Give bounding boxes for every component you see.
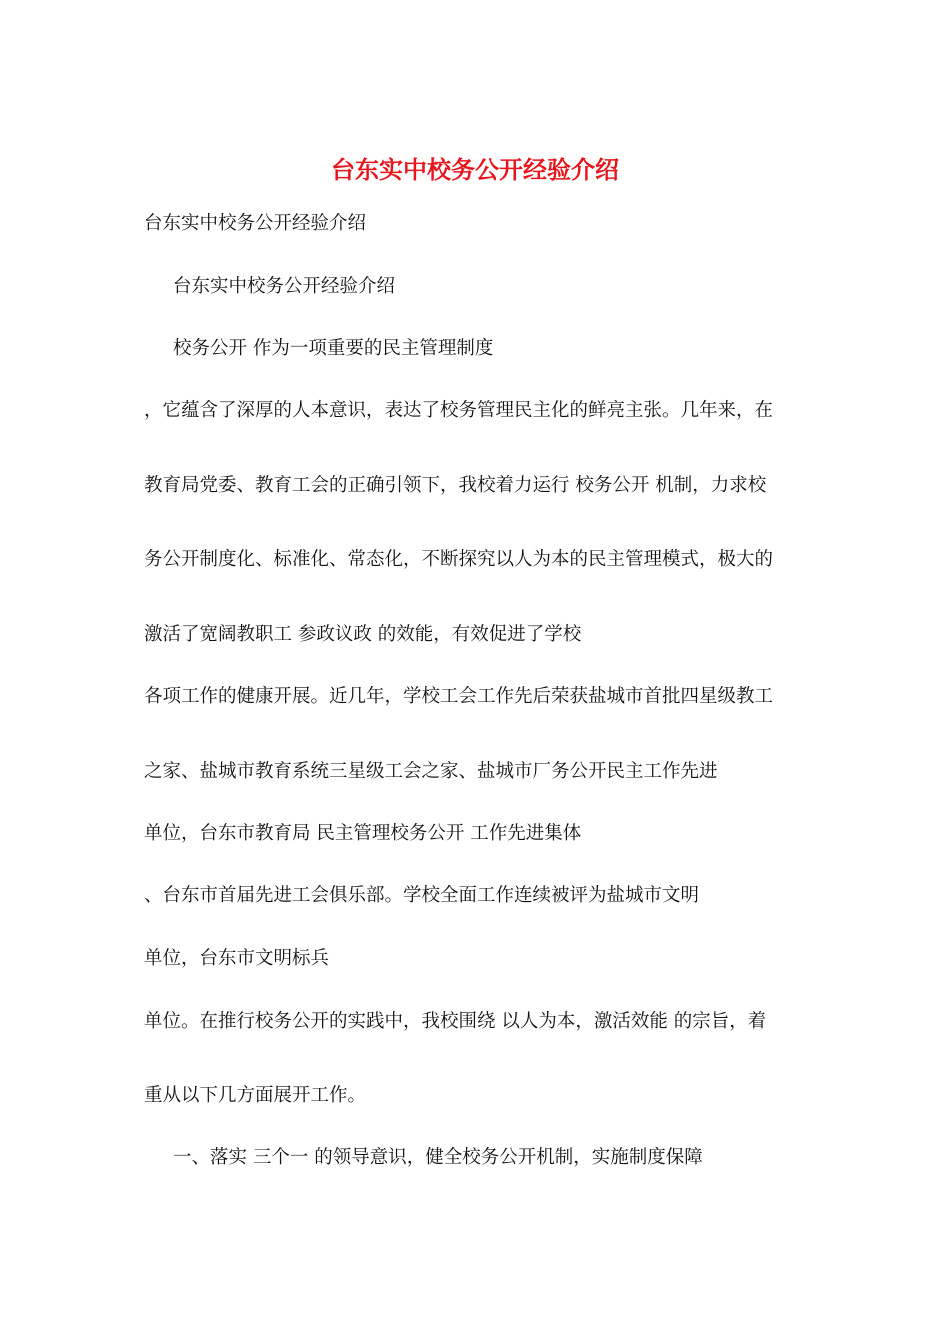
body-line-5: 教育局党委、教育工会的正确引领下，我校着力运行 校务公开 机制，力求校 [144,475,767,496]
body-line-10: 单位，台东市教育局 民主管理校务公开 工作先进集体 [144,823,582,844]
body-line-15: 一、落实 三个一 的领导意识，健全校务公开机制，实施制度保障 [173,1147,703,1168]
body-line-2: 台东实中校务公开经验介绍 [173,276,396,297]
body-line-6: 务公开制度化、标准化、常态化，不断探究以人为本的民主管理模式，极大的 [144,549,774,570]
body-line-11: 、台东市首届先进工会俱乐部。学校全面工作连续被评为盐城市文明 [144,885,700,906]
body-line-7: 激活了宽阔教职工 参政议政 的效能，有效促进了学校 [144,624,582,645]
body-line-1: 台东实中校务公开经验介绍 [144,213,367,234]
body-line-9: 之家、盐城市教育系统三星级工会之家、盐城市厂务公开民主工作先进 [144,761,718,782]
body-line-8: 各项工作的健康开展。近几年，学校工会工作先后荣获盐城市首批四星级教工 [144,686,774,707]
body-line-4: ，它蕴含了深厚的人本意识，表达了校务管理民主化的鲜亮主张。几年来，在 [144,400,774,421]
body-line-3: 校务公开 作为一项重要的民主管理制度 [173,338,494,359]
document-title: 台东实中校务公开经验介绍 [331,155,619,184]
body-line-12: 单位，台东市文明标兵 [144,948,330,969]
body-line-14: 重从以下几方面展开工作。 [144,1085,367,1106]
body-line-13: 单位。在推行校务公开的实践中，我校围绕 以人为本，激活效能 的宗旨，着 [144,1011,767,1032]
